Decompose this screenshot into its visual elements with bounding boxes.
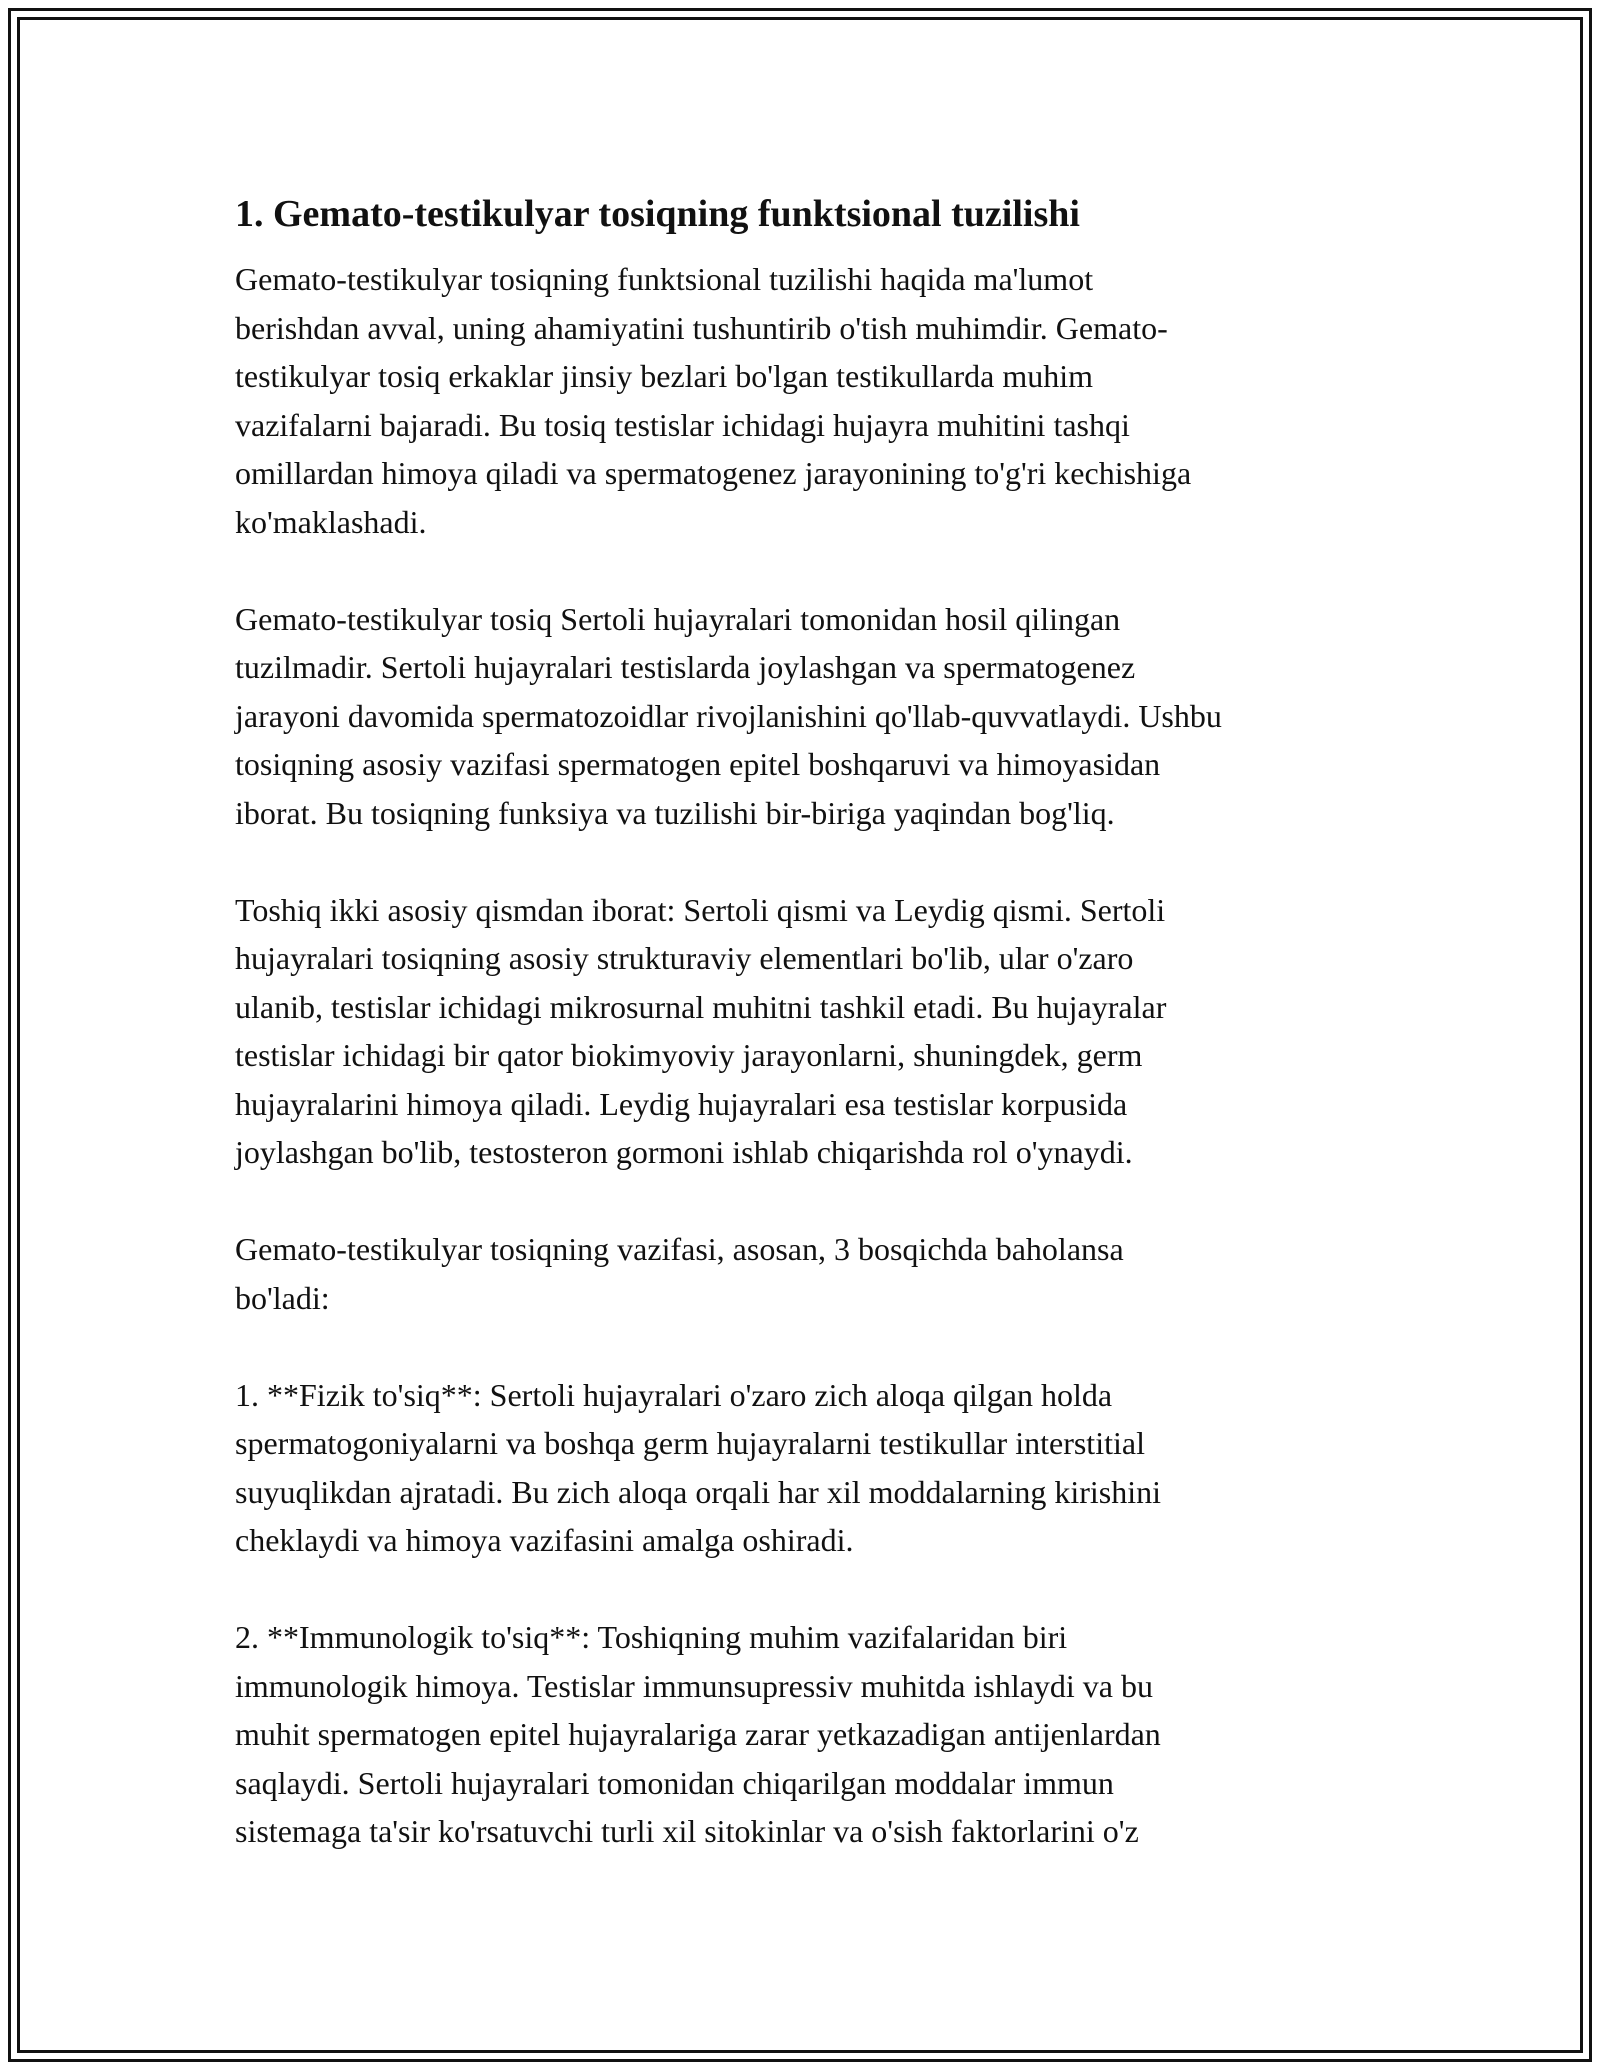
paragraph-line: immunologik himoya. Testislar immunsupressiv muhitda ishlaydi va bu: [235, 1667, 1153, 1704]
paragraph-line: vazifalarni bajaradi. Bu tosiq testislar ichidagi hujayra muhitini tashqi: [235, 406, 1130, 443]
paragraph: [235, 1371, 1375, 1565]
paragraph-line: suyuqlikdan ajratadi. Bu zich aloqa orqali har xil moddalarning kirishini: [235, 1473, 1161, 1510]
paragraph: [235, 255, 1375, 546]
paragraph-line: hujayralari tosiqning asosiy strukturaviy elementlari bo'lib, ular o'zaro: [235, 940, 1134, 976]
paragraph-line: omillardan himoya qiladi va spermatogenez jarayonining to'g'ri kechishiga: [235, 455, 1192, 491]
paragraph-list: [235, 255, 1375, 1856]
paragraph-line: 1. **Fizik to'siq**: Sertoli hujayralari o'zaro zich aloqa qilgan holda: [235, 1376, 1113, 1413]
paragraph-line: testislar ichidagi bir qator biokimyoviy jarayonlarni, shuningdek, germ: [235, 1037, 1143, 1073]
paragraph: [235, 595, 1375, 838]
paragraph-line: iborat. Bu tosiqning funksiya va tuzilishi bir-biriga yaqindan bog'liq.: [235, 794, 1115, 831]
paragraph-line: Gemato-testikulyar tosiqning funktsional tuzilishi haqida ma'lumot: [235, 261, 1094, 297]
page-title: 1. Gemato-testikulyar tosiqning funktsional tuzilishi: [235, 193, 1080, 235]
paragraph-line: Gemato-testikulyar tosiqning vazifasi, asosan, 3 bosqichda baholansa: [235, 1231, 1124, 1267]
paragraph-line: spermatogoniyalarni va boshqa germ hujayralarni testikullar interstitial: [235, 1425, 1145, 1461]
paragraph: [235, 886, 1375, 1177]
paragraph-line: sistemaga ta'sir ko'rsatuvchi turli xil sitokinlar va o'sish faktorlarini o'z: [235, 1813, 1139, 1849]
document-body: [235, 184, 1375, 1904]
paragraph-line: cheklaydi va himoya vazifasini amalga oshiradi.: [235, 1522, 854, 1558]
paragraph-line: tosiqning asosiy vazifasi spermatogen epitel boshqaruvi va himoyasidan: [235, 746, 1161, 782]
paragraph-line: Gemato-testikulyar tosiq Sertoli hujayralari tomonidan hosil qilingan: [235, 600, 1121, 637]
paragraph-line: 2. **Immunologik to'siq**: Toshiqning muhim vazifalaridan biri: [235, 1619, 1068, 1655]
paragraph-line: joylashgan bo'lib, testosteron gormoni ishlab chiqarishda rol o'ynaydi.: [235, 1134, 1133, 1170]
paragraph: [235, 1225, 1375, 1322]
paragraph-line: bo'ladi:: [235, 1279, 330, 1316]
paragraph: [235, 1613, 1375, 1856]
paragraph-line: jarayoni davomida spermatozoidlar rivojlanishini qo'llab-quvvatlaydi. Ushbu: [235, 697, 1222, 734]
paragraph-line: Toshiq ikki asosiy qismdan iborat: Sertoli qismi va Leydig qismi. Sertoli: [235, 891, 1166, 928]
paragraph-line: tuzilmadir. Sertoli hujayralari testislarda joylashgan va spermatogenez: [235, 649, 1136, 685]
paragraph-line: ko'maklashadi.: [235, 503, 427, 540]
paragraph-line: testikulyar tosiq erkaklar jinsiy bezlari bo'lgan testikullarda muhim: [235, 358, 1093, 394]
paragraph-line: hujayralarini himoya qiladi. Leydig hujayralari esa testislar korpusida: [235, 1085, 1128, 1122]
paragraph-line: ulanib, testislar ichidagi mikrosurnal muhitni tashkil etadi. Bu hujayralar: [235, 988, 1167, 1025]
paragraph-line: muhit spermatogen epitel hujayralariga zarar yetkazadigan antijenlardan: [235, 1716, 1161, 1752]
paragraph-line: berishdan avval, uning ahamiyatini tushuntirib o'tish muhimdir. Gemato-: [235, 309, 1168, 346]
paragraph-line: saqlaydi. Sertoli hujayralari tomonidan chiqarilgan moddalar immun: [235, 1764, 1114, 1801]
